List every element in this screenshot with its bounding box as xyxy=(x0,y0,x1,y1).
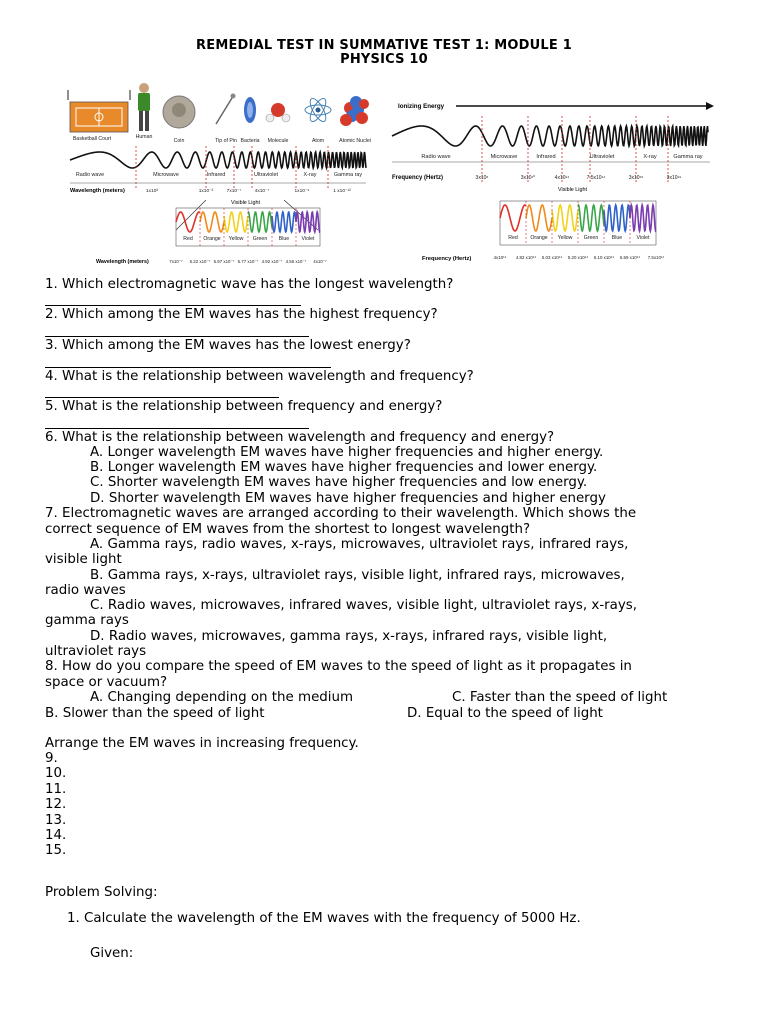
q7-choice-b: B. Gamma rays, x-rays, ultraviolet rays, visible light, infrared rays, microwaves, xyxy=(90,568,625,583)
object-label: Bacteria xyxy=(240,138,260,144)
ionizing-energy-label: Ionizing Energy xyxy=(398,103,445,110)
human-icon xyxy=(138,83,150,131)
basketball-court-icon xyxy=(68,90,130,132)
question-7: 7. Electromagnetic waves are arranged according to their wavelength. Which shows the xyxy=(45,506,637,521)
coin-icon xyxy=(163,96,195,128)
question-3: 3. Which among the EM waves has the lowest energy? xyxy=(45,338,411,353)
visible-tick: 6.22 x10⁻⁷ xyxy=(189,259,211,264)
visible-light-title: Visible Light xyxy=(231,200,260,206)
band-label: Gamma ray xyxy=(673,154,703,160)
object-label: Human xyxy=(135,134,153,140)
q7-choice-d: D. Radio waves, microwaves, gamma rays, x-rays, infrared rays, visible light, xyxy=(90,629,608,644)
visible-axis-label: Wavelength (meters) xyxy=(96,259,149,265)
color-label: Yellow xyxy=(228,236,244,242)
orange-light-wave xyxy=(200,212,224,232)
wave-curve xyxy=(392,126,708,146)
band-label: Microwave xyxy=(490,154,518,160)
axis-tick: 1x10³ xyxy=(146,189,158,194)
q7-choice-b-cont: radio waves xyxy=(45,583,126,598)
visible-tick: 6.10 x10¹⁴ xyxy=(593,255,615,260)
visible-tick: 4x10⁻⁷ xyxy=(313,259,327,264)
answer-line-4[interactable] xyxy=(45,397,279,398)
wavelength-spectrum-diagram xyxy=(66,80,378,270)
band-label: Ultraviolet xyxy=(589,154,615,160)
visible-tick: 5.77 x10⁻⁷ xyxy=(237,259,259,264)
question-8-cont: space or vacuum? xyxy=(45,675,168,690)
arrange-item[interactable]: 14. xyxy=(45,828,67,843)
axis-tick: 1x10⁻² xyxy=(198,189,214,194)
axis-tick: 7.5x10¹⁴ xyxy=(586,175,606,181)
axis-label: Frequency (Hertz) xyxy=(392,175,444,181)
band-label: Infrared xyxy=(206,172,226,178)
axis-tick: 7x10⁻⁷ xyxy=(226,189,242,194)
color-label: Green xyxy=(583,235,599,241)
object-label: Atom xyxy=(311,138,325,144)
q7-choice-a-cont: visible light xyxy=(45,552,122,567)
green-light-wave xyxy=(248,212,272,232)
object-label: Coin xyxy=(173,138,185,144)
q8-choice-c: C. Faster than the speed of light xyxy=(452,690,668,705)
axis-tick: 1 x10⁻¹² xyxy=(333,189,351,194)
answer-line-3[interactable] xyxy=(45,367,331,368)
arrange-item[interactable]: 11. xyxy=(45,781,67,797)
axis-tick: 3x10¹⁶ xyxy=(628,175,644,181)
q7-choice-c-cont: gamma rays xyxy=(45,613,129,628)
color-label: Yellow xyxy=(557,235,573,241)
q7-choice-a: A. Gamma rays, radio waves, x-rays, microwaves, ultraviolet rays, infrared rays, xyxy=(90,537,629,552)
arrange-item[interactable]: 13. xyxy=(45,812,67,828)
color-label: Violet xyxy=(301,236,315,242)
wave-curve xyxy=(70,152,366,168)
q8-choice-b: B. Slower than the speed of light xyxy=(45,706,265,721)
axis-tick: 1x10⁻⁹ xyxy=(294,189,310,194)
color-label: Green xyxy=(252,236,268,242)
arrange-item[interactable]: 10. xyxy=(45,766,67,782)
question-8: 8. How do you compare the speed of EM waves to the speed of light as it propagates in xyxy=(45,659,632,674)
color-label: Blue xyxy=(611,235,623,241)
band-label: Infrared xyxy=(536,154,556,160)
question-6: 6. What is the relationship between wavelength and frequency and energy? xyxy=(45,430,555,445)
visible-tick: 4x10¹⁴ xyxy=(493,255,507,260)
page-subtitle: PHYSICS 10 xyxy=(340,52,428,67)
band-label: X-ray xyxy=(643,154,657,160)
q8-choice-d: D. Equal to the speed of light xyxy=(407,706,603,721)
blue-light-wave xyxy=(272,212,296,232)
axis-tick: 3x10⁶ xyxy=(475,175,489,181)
axis-tick: 4x10¹⁴ xyxy=(554,175,570,181)
red-light-wave xyxy=(176,212,200,232)
axis-label: Wavelength (meters) xyxy=(70,188,125,194)
band-label: Microwave xyxy=(153,172,179,178)
arrange-item[interactable]: 12. xyxy=(45,797,67,813)
axis-tick: 4x10⁻⁷ xyxy=(254,189,270,194)
visible-tick: 4.92 x10⁻⁷ xyxy=(261,259,283,264)
answer-line-5[interactable] xyxy=(45,428,309,429)
object-label: Basketball Court xyxy=(72,136,112,142)
q6-choice-d: D. Shorter wavelength EM waves have higher frequencies and higher energy xyxy=(90,491,606,506)
orange-light-wave xyxy=(526,205,552,231)
blue-light-wave xyxy=(604,205,630,231)
visible-tick: 7x10⁻⁷ xyxy=(169,259,183,264)
object-label: Tip of Pin xyxy=(215,138,237,144)
problem-heading: Problem Solving: xyxy=(45,885,158,900)
color-label: Red xyxy=(508,235,518,241)
yellow-light-wave xyxy=(224,212,248,232)
red-light-wave xyxy=(500,205,526,231)
problem-item-1: 1. Calculate the wavelength of the EM waves with the frequency of 5000 Hz. xyxy=(67,911,581,926)
question-4: 4. What is the relationship between wavelength and frequency? xyxy=(45,369,474,384)
visible-tick: 5.97 x10⁻⁷ xyxy=(213,259,235,264)
violet-light-wave xyxy=(630,205,656,231)
arrange-item[interactable]: 9. xyxy=(45,751,58,766)
q7-choice-d-cont: ultraviolet rays xyxy=(45,644,147,659)
atomic-nuclei-icon xyxy=(340,96,369,126)
band-label: Radio wave xyxy=(421,154,451,160)
q6-choice-b: B. Longer wavelength EM waves have higher frequencies and lower energy. xyxy=(90,460,598,475)
axis-tick: 3x10¹⁹ xyxy=(666,175,682,181)
question-2: 2. Which among the EM waves has the highest frequency? xyxy=(45,307,438,322)
question-5: 5. What is the relationship between frequency and energy? xyxy=(45,399,443,414)
visible-tick: 6.59 x10¹⁴ xyxy=(619,255,641,260)
band-label: Gamma ray xyxy=(333,172,363,178)
visible-tick: 4.82 x10¹⁴ xyxy=(515,255,537,260)
yellow-light-wave xyxy=(552,205,578,231)
molecule-icon xyxy=(266,103,290,122)
color-label: Orange xyxy=(203,236,221,242)
object-label: Molecule xyxy=(267,138,289,144)
q7-choice-c: C. Radio waves, microwaves, infrared waves, visible light, ultraviolet rays, x-rays, xyxy=(90,598,638,613)
color-label: Violet xyxy=(636,235,650,241)
band-label: Ultraviolet xyxy=(254,172,278,178)
color-label: Orange xyxy=(530,235,548,241)
question-7-cont: correct sequence of EM waves from the shortest to longest wavelength? xyxy=(45,522,531,537)
color-label: Red xyxy=(183,236,193,242)
answer-line-1[interactable] xyxy=(45,305,301,306)
visible-axis-label: Frequency (Hertz) xyxy=(422,256,472,262)
pin-tip-icon xyxy=(216,94,236,125)
page-title: REMEDIAL TEST IN SUMMATIVE TEST 1: MODULE 1 xyxy=(196,38,572,53)
band-label: X-ray xyxy=(303,172,317,178)
arrange-heading: Arrange the EM waves in increasing frequency. xyxy=(45,736,359,751)
band-label: Radio wave xyxy=(75,172,105,178)
answer-line-2[interactable] xyxy=(45,336,309,337)
bacteria-icon xyxy=(244,97,256,123)
visible-tick: 5.03 x10¹⁴ xyxy=(541,255,563,260)
visible-light-title: Visible Light xyxy=(558,187,587,193)
arrange-item[interactable]: 15. xyxy=(45,843,67,859)
color-label: Blue xyxy=(278,236,290,242)
visible-tick: 7.5x10¹⁴ xyxy=(647,255,665,260)
visible-tick: 5.20 x10¹⁴ xyxy=(567,255,589,260)
green-light-wave xyxy=(578,205,604,231)
question-1: 1. Which electromagnetic wave has the longest wavelength? xyxy=(45,277,454,292)
given-label: Given: xyxy=(90,946,134,961)
q6-choice-c: C. Shorter wavelength EM waves have higher frequencies and low energy. xyxy=(90,475,588,490)
axis-tick: 3x10¹⁰ xyxy=(520,175,536,181)
frequency-spectrum-diagram xyxy=(388,96,716,266)
q6-choice-a: A. Longer wavelength EM waves have higher frequencies and higher energy. xyxy=(90,445,604,460)
object-label: Atomic Nuclei xyxy=(339,138,371,144)
visible-tick: 4.55 x10⁻⁷ xyxy=(285,259,307,264)
q8-choice-a: A. Changing depending on the medium xyxy=(90,690,354,705)
atom-icon xyxy=(305,96,331,124)
